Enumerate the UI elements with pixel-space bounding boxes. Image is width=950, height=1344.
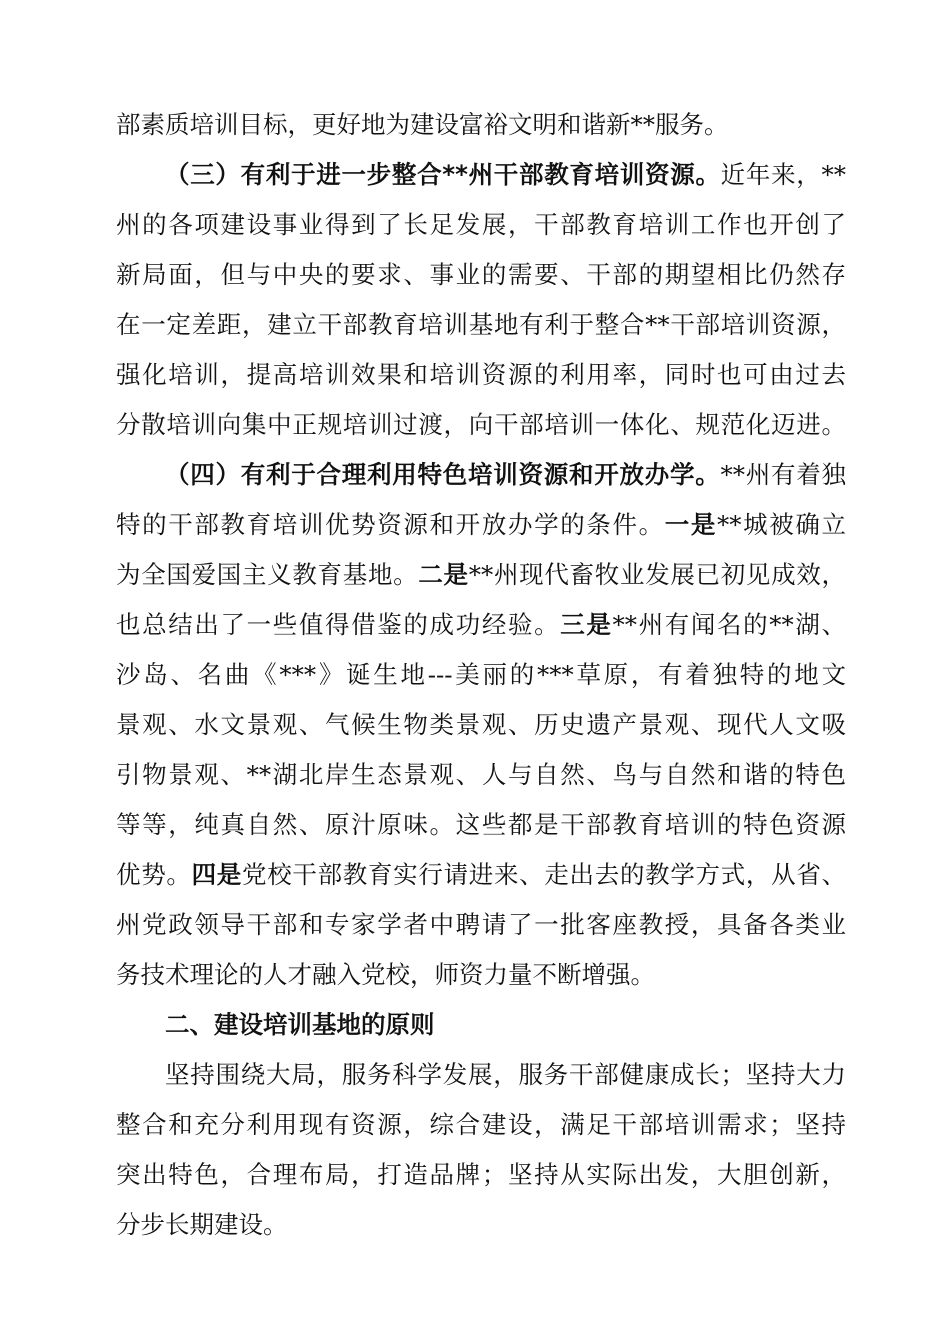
text-line: [116, 855, 846, 895]
bold-marker: 一是: [664, 510, 717, 539]
text-line: [116, 1105, 846, 1145]
text-run: **州有着独: [720, 460, 846, 489]
text-run: 突出特色，合理布局，打造品牌；坚持从实际出发，大胆创新，: [116, 1160, 846, 1189]
text-line: [116, 555, 846, 595]
text-line: [116, 1205, 288, 1245]
text-run: 特的干部教育培训优势资源和开放办学的条件。: [116, 510, 665, 539]
text-run: 坚持围绕大局，服务科学发展，服务干部健康成长；坚持大力: [165, 1060, 846, 1089]
text-run: 等等，纯真自然、原汁原味。这些都是干部教育培训的特色资源: [116, 810, 846, 839]
text-run: 强化培训，提高培训效果和培训资源的利用率，同时也可由过去: [116, 360, 846, 389]
text-run: 部素质培训目标，更好地为建设富裕文明和谐新**服务。: [116, 110, 729, 139]
text-run: 景观、水文景观、气候生物类景观、历史遗产景观、现代人文吸: [116, 710, 846, 739]
subheading-line: [165, 155, 846, 195]
bold-marker: 三是: [560, 610, 613, 639]
text-run: **城被确立: [717, 510, 847, 539]
text-run: 分散培训向集中正规培训过渡，向干部培训一体化、规范化迈进。: [116, 410, 846, 439]
text-line: [116, 905, 846, 945]
section-heading-line: [165, 1005, 435, 1045]
text-run: 引物景观、**湖北岸生态景观、人与自然、鸟与自然和谐的特色: [116, 760, 846, 789]
text-line: [116, 805, 846, 845]
text-line: [116, 405, 846, 445]
text-line: [116, 1155, 846, 1195]
text-line: [116, 605, 846, 645]
text-line: [116, 105, 729, 145]
text-run: 为全国爱国主义教育基地。: [116, 560, 419, 589]
text-line: [116, 255, 846, 295]
text-run: 新局面，但与中央的要求、事业的需要、干部的期望相比仍然存: [116, 260, 846, 289]
text-run: 在一定差距，建立干部教育培训基地有利于整合**干部培训资源，: [116, 310, 846, 339]
text-run: 近年来，**: [720, 160, 846, 189]
text-run: 务技术理论的人才融入党校，师资力量不断增强。: [116, 960, 655, 989]
subheading-three: （三）有利于进一步整合**州干部教育培训资源。: [165, 160, 721, 189]
text-line: [116, 655, 846, 695]
text-line: [116, 355, 846, 395]
text-line: [116, 205, 846, 245]
text-line: [165, 1055, 846, 1095]
text-line: [116, 705, 846, 745]
text-run: **州现代畜牧业发展已初见成效，: [468, 560, 847, 589]
text-line: [116, 755, 846, 795]
text-run: 也总结出了一些值得借鉴的成功经验。: [116, 610, 561, 639]
subheading-four: （四）有利于合理利用特色培训资源和开放办学。: [165, 460, 721, 489]
text-run: 州的各项建设事业得到了长足发展，干部教育培训工作也开创了: [116, 210, 846, 239]
text-run: 整合和充分利用现有资源，综合建设，满足干部培训需求；坚持: [116, 1110, 846, 1139]
text-run: 沙岛、名曲《***》诞生地---美丽的***草原，有着独特的地文: [116, 660, 846, 689]
section-heading: 二、建设培训基地的原则: [165, 1010, 435, 1039]
text-run: 优势。: [116, 860, 192, 889]
subheading-line: [165, 455, 846, 495]
bold-marker: 二是: [418, 560, 469, 589]
text-line: [116, 305, 846, 345]
text-run: 党校干部教育实行请进来、走出去的教学方式，从省、: [242, 860, 847, 889]
text-line: [116, 505, 846, 545]
text-line: [116, 955, 655, 995]
text-run: 州党政领导干部和专家学者中聘请了一批客座教授，具备各类业: [116, 910, 846, 939]
text-run: **州有闻名的**湖、: [612, 610, 847, 639]
bold-marker: 四是: [191, 860, 242, 889]
text-run: 分步长期建设。: [116, 1210, 288, 1239]
